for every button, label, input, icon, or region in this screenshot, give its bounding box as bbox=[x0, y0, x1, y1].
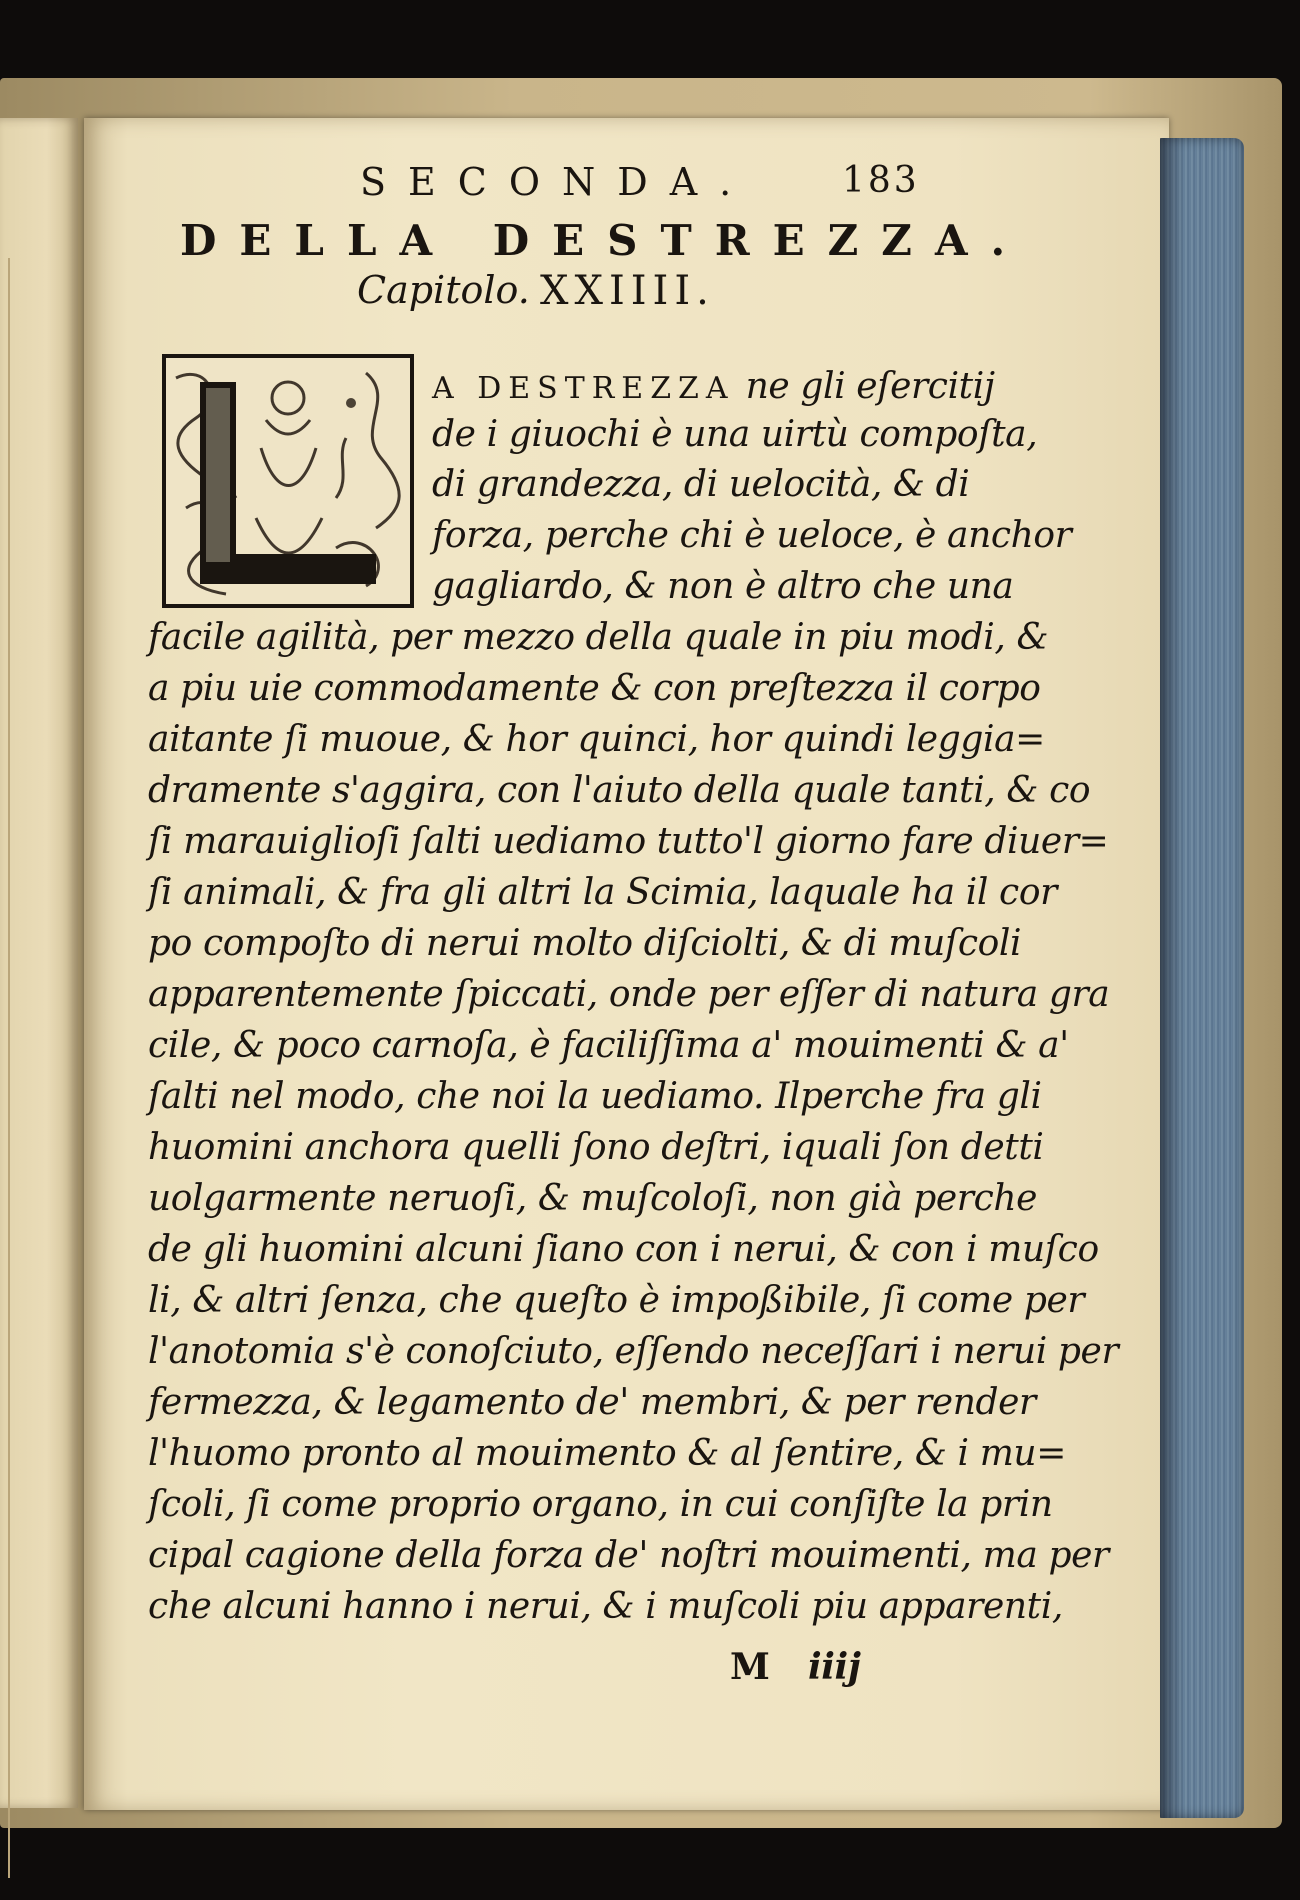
text-line: forza, perche chi è ueloce, è anchor bbox=[432, 515, 1072, 556]
text-line: po compoſto di nerui molto diſciolti, & di muſcoli bbox=[148, 923, 1022, 964]
text-line: de i giuochi è una uirtù compoſta, bbox=[432, 414, 1038, 455]
text-line: ſcoli, ſi come proprio organo, in cui conſiſte la prin bbox=[148, 1484, 1053, 1525]
page-gutter-line bbox=[8, 258, 10, 1878]
text-line: fermezza, & legamento de' membri, & per render bbox=[148, 1382, 1036, 1423]
text-line: facile agilità, per mezzo della quale in piu modi, & bbox=[148, 617, 1049, 658]
text-line: huomini anchora quelli ſono deſtri, iquali ſon detti bbox=[148, 1127, 1044, 1168]
text-line: ſalti nel modo, che noi la uediamo. Ilperche fra gli bbox=[148, 1076, 1042, 1117]
text-line: cipal cagione della forza de' noſtri mouimenti, ma per bbox=[148, 1535, 1109, 1576]
text-line: di grandezza, di uelocità, & di bbox=[432, 464, 970, 505]
woodcut-illustration bbox=[166, 358, 410, 604]
text-line: gagliardo, & non è altro che una bbox=[432, 566, 1014, 607]
chapter-label: Capitolo. bbox=[357, 268, 530, 312]
text-line: li, & altri ſenza, che queſto è impoßibile, ſi come per bbox=[148, 1280, 1085, 1321]
text-line: l'anotomia s'è conoſciuto, eſſendo neceſſari i nerui per bbox=[148, 1331, 1119, 1372]
fore-edge-shadow bbox=[1160, 138, 1184, 1818]
first-line-caps: A DESTREZZA bbox=[432, 371, 735, 406]
text-line: dramente s'aggira, con l'aiuto della quale tanti, & co bbox=[148, 770, 1091, 811]
text-line: aitante ſi muoue, & hor quinci, hor quindi leggia= bbox=[148, 719, 1045, 760]
text-line: che alcuni hanno i nerui, & i muſcoli piu apparenti, bbox=[148, 1586, 1063, 1627]
signature-letter: M bbox=[730, 1646, 770, 1688]
left-page-edge bbox=[0, 118, 78, 1808]
decorated-initial-woodcut bbox=[162, 354, 414, 608]
first-line-rest: ne gli eſercitij bbox=[745, 366, 995, 407]
text-line-first bbox=[432, 366, 995, 407]
text-line: a piu uie commodamente & con preſtezza il corpo bbox=[148, 668, 1041, 709]
signature-number: iiij bbox=[808, 1646, 861, 1688]
text-line: de gli huomini alcuni ſiano con i nerui, & con i muſco bbox=[148, 1229, 1099, 1270]
chapter-title: DELLA DESTREZZA. bbox=[180, 216, 1029, 265]
chapter-number: XXIIII. bbox=[540, 268, 715, 314]
text-line: cile, & poco carnoſa, è faciliſſima a' mouimenti & a' bbox=[148, 1025, 1069, 1066]
text-line: uolgarmente neruoſi, & muſcoloſi, non già perche bbox=[148, 1178, 1038, 1219]
text-line: l'huomo pronto al mouimento & al ſentire, & i mu= bbox=[148, 1433, 1066, 1474]
text-line: ſi animali, & fra gli altri la Scimia, laquale ha il cor bbox=[148, 872, 1057, 913]
text-line: apparentemente ſpiccati, onde per eſſer di natura gra bbox=[148, 974, 1110, 1015]
page-number: 183 bbox=[842, 160, 920, 201]
text-line: ſi marauiglioſi ſalti uediamo tutto'l giorno fare diuer= bbox=[148, 821, 1109, 862]
running-head: SECONDA. bbox=[360, 160, 754, 204]
